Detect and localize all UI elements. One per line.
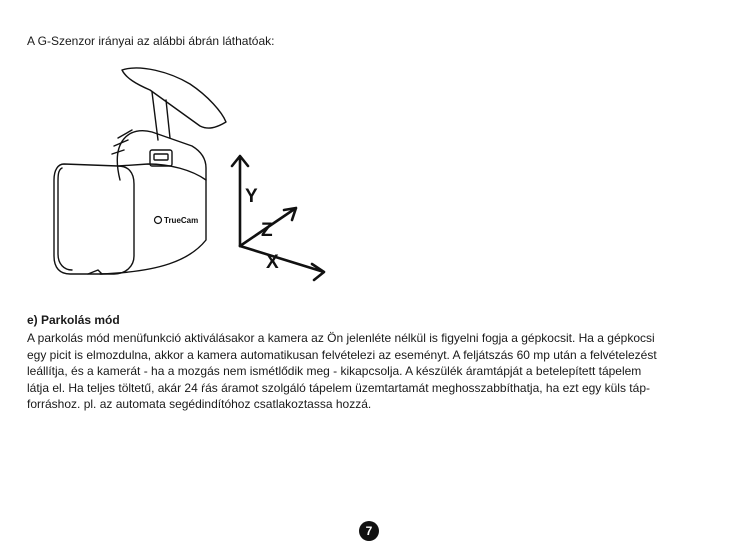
paragraph-line: forráshoz. pl. az automata segédindítóhoz csatlakoztassa hozzá. <box>27 397 372 411</box>
axis-x-arrow <box>240 246 324 280</box>
parking-mode-paragraph <box>27 330 711 413</box>
section-heading: e) Parkolás mód <box>27 313 120 327</box>
g-sensor-figure <box>40 60 340 285</box>
paragraph-line: leállítja, és a kamerát - ha a mozgás nem ismétlődik meg - kikapcsolja. A készülék áramtápját a betelepített tápelem <box>27 364 642 378</box>
axis-y-label: Y <box>245 186 258 207</box>
brand-label: TrueCam <box>164 216 199 225</box>
paragraph-line: A parkolás mód menüfunkció aktiválásakor a kamera az Ön jelenléte nélkül is figyelni fogja a gépkocsit. Ha a gépkocsi <box>27 331 655 345</box>
page-number: 7 <box>359 521 379 541</box>
paragraph-line: látja el. Ha teljes töltetű, akár 24 ŕás áramot szolgáló tápelem üzemtartamát meghosszabbíthatja, ha ezt egy küls táp- <box>27 380 650 395</box>
mount-suction-cup <box>122 68 226 128</box>
intro-text: A G-Szenzor irányai az alábbi ábrán láthatóak: <box>27 34 275 48</box>
axis-z-label: Z <box>261 220 273 241</box>
paragraph-line: egy picit is elmozdulna, akkor a kamera automatikusan felvételezi az eseményt. A feljátszás 60 mp után a felvételezést <box>27 347 657 362</box>
brand-logo-icon <box>155 217 162 224</box>
camera-front-face <box>54 164 134 274</box>
axis-x-label: X <box>266 252 279 273</box>
